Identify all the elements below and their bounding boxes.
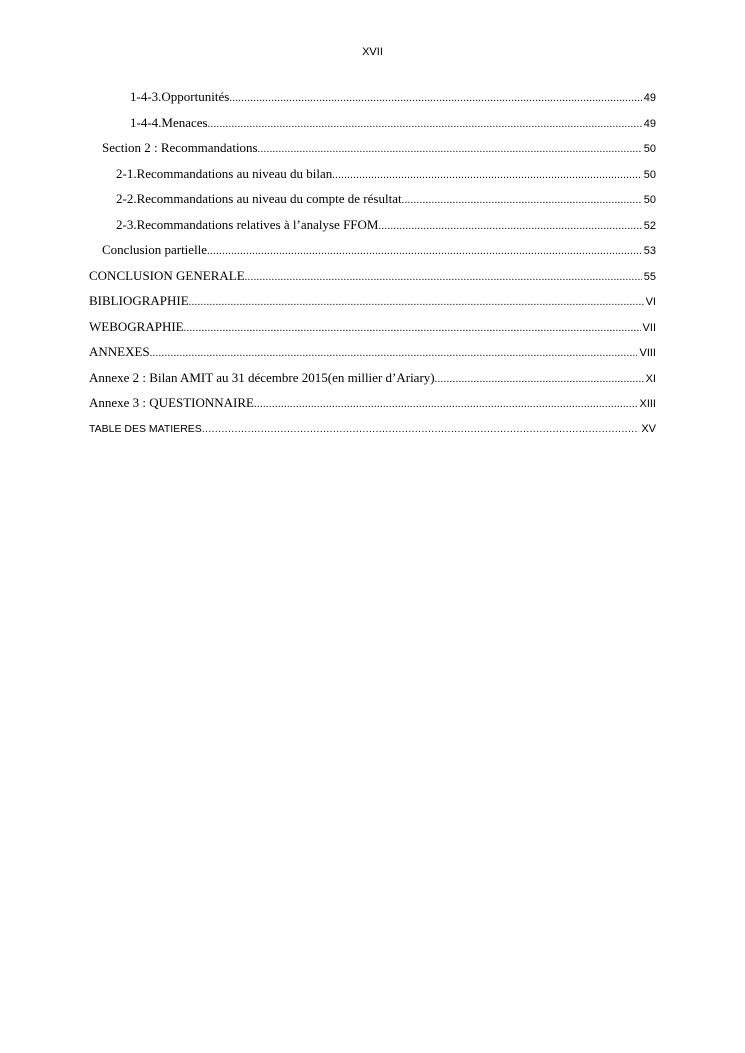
dot-leader <box>245 270 642 286</box>
toc-entry-annexes[interactable] <box>89 344 656 370</box>
toc-entry-title: Annexe 3 : QUESTIONNAIRE <box>89 395 255 410</box>
toc-entry-title: Menaces <box>161 114 208 130</box>
dot-leader <box>189 295 644 311</box>
toc-entry-page: XI <box>645 372 656 385</box>
dot-leader <box>202 422 640 438</box>
dot-leader <box>402 193 642 209</box>
toc-entry-page: 49 <box>643 92 656 104</box>
dot-leader <box>208 117 642 133</box>
toc-entry-page: 49 <box>643 117 656 130</box>
toc-entry-title: Section 2 : Recommandations <box>102 140 258 155</box>
table-of-contents <box>89 89 656 446</box>
toc-entry-number: 2-1. <box>116 165 137 181</box>
toc-entry-annexe-3[interactable] <box>89 395 656 421</box>
toc-entry-page: XIII <box>639 398 656 410</box>
toc-entry-recommandations-ffom[interactable] <box>89 217 656 243</box>
dot-leader <box>184 321 641 337</box>
toc-entry-title: Conclusion partielle <box>102 242 208 257</box>
dot-leader <box>332 168 641 184</box>
toc-entry-recommandations-bilan[interactable] <box>89 166 656 192</box>
dot-leader <box>258 142 642 158</box>
toc-entry-page: 55 <box>643 270 656 283</box>
toc-entry-page: VII <box>642 321 656 334</box>
toc-entry-page: 53 <box>643 245 656 257</box>
toc-entry-title: ANNEXES <box>89 344 150 359</box>
dot-leader <box>378 219 641 235</box>
dot-leader <box>435 372 644 388</box>
toc-entry-title: BIBLIOGRAPHIE <box>89 293 189 308</box>
toc-entry-table-des-matieres[interactable] <box>89 421 656 447</box>
toc-entry-number: 2-2. <box>116 191 137 206</box>
toc-entry-conclusion-generale[interactable] <box>89 268 656 294</box>
toc-entry-section-2[interactable] <box>89 140 656 166</box>
toc-entry-title: WEBOGRAPHIE <box>89 318 184 334</box>
toc-entry-title: Recommandations au niveau du compte de résultat <box>136 191 402 206</box>
toc-entry-title: TABLE DES MATIERES <box>89 422 202 435</box>
toc-entry-bibliographie[interactable] <box>89 293 656 319</box>
dot-leader <box>254 397 637 413</box>
page-number: XVII <box>362 46 383 58</box>
dot-leader <box>207 244 642 260</box>
toc-entry-page: XV <box>641 422 656 435</box>
toc-entry-page: 50 <box>643 168 656 181</box>
toc-entry-page: VI <box>645 296 656 308</box>
toc-entry-page: 52 <box>643 219 656 232</box>
toc-entry-title: Annexe 2 : Bilan AMIT au 31 décembre 2015(en millier d’Ariary) <box>89 369 435 385</box>
toc-entry-title: Opportunités <box>161 89 230 104</box>
toc-entry-title: Recommandations relatives à l’analyse FFOM <box>136 216 379 232</box>
toc-entry-page: 50 <box>643 194 656 206</box>
dot-leader <box>229 91 641 107</box>
toc-entry-page: 50 <box>643 143 656 155</box>
toc-entry-webographie[interactable] <box>89 319 656 345</box>
toc-entry-number: 1-4-4. <box>130 114 162 130</box>
toc-entry-menaces[interactable] <box>89 115 656 141</box>
toc-entry-number: 2-3. <box>116 216 137 232</box>
dot-leader <box>150 346 638 362</box>
toc-entry-conclusion-partielle[interactable] <box>89 242 656 268</box>
toc-entry-page: VIII <box>639 347 656 359</box>
toc-entry-title: CONCLUSION GENERALE <box>89 267 245 283</box>
toc-entry-opportunites[interactable] <box>89 89 656 115</box>
toc-entry-title: Recommandations au niveau du bilan <box>136 165 333 181</box>
toc-entry-annexe-2[interactable] <box>89 370 656 396</box>
toc-entry-recommandations-compte-resultat[interactable] <box>89 191 656 217</box>
toc-entry-number: 1-4-3. <box>130 89 162 104</box>
